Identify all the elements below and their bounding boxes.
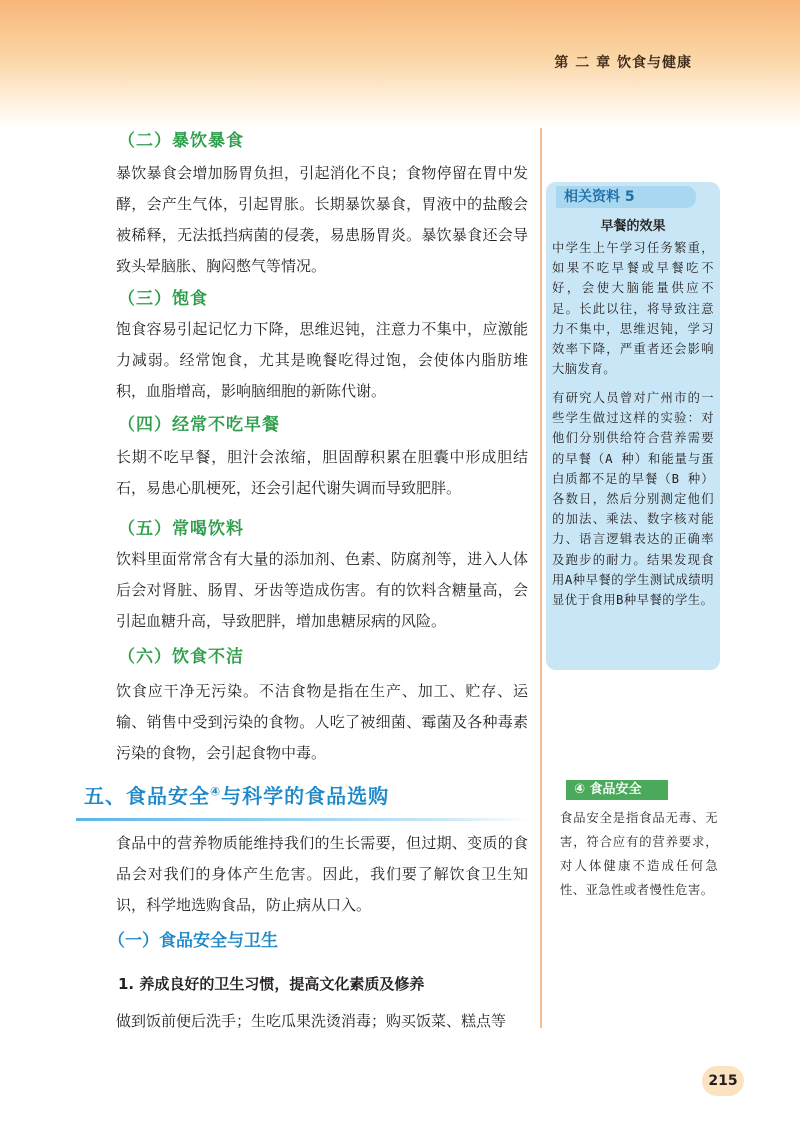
section-title-prefix: 五、食品安全 (84, 784, 210, 808)
item-title: 1. 养成良好的卫生习惯，提高文化素质及修养 (118, 975, 425, 993)
paragraph: 饱食容易引起记忆力下降，思维迟钝，注意力不集中，应激能力减弱。经常饱食，尤其是晚餐吃得过饱，会使体内脂肪堆积，血脂增高，影响脑细胞的新陈代谢。 (116, 320, 528, 400)
paragraph: 做到饭前便后洗手；生吃瓜果洗烫消毒；购买饭菜、糕点等 (116, 1012, 507, 1030)
paragraph: 饮料里面常常含有大量的添加剂、色素、防腐剂等，进入人体后会对肾脏、肠胃、牙齿等造成伤害。有的饮料含糖量高，会引起血糖升高，导致肥胖，增加患糖尿病的风险。 (116, 550, 528, 630)
section-heading-drinks: （五）常喝饮料 (118, 519, 244, 539)
section-body-drinks (116, 544, 528, 637)
sidebar-heading: 早餐的效果 (600, 219, 666, 234)
section-body-unclean (116, 676, 528, 769)
paragraph: 食品中的营养物质能维持我们的生长需要，但过期、变质的食品会对我们的身体产生危害。因此，我们要了解饮食卫生知识，科学地选购食品，防止病从口入。 (116, 834, 528, 914)
sidebar-paragraph-1: 中学生上午学习任务繁重，如果不吃早餐或早餐吃不好，会使大脑能量供应不足。长此以往，将导致注意力不集中，思维迟钝，学习效率下降，严重者还会影响大脑发育。 (552, 241, 714, 377)
section-heading-overeating: （二）暴饮暴食 (118, 131, 244, 151)
sidebar-paragraph-2: 有研究人员曾对广州市的一些学生做过这样的实验：对他们分别供给符合营养需要的早餐（A 种）和能量与蛋白质都不足的早餐（B 种）各数日，然后分别测定他们的加法、乘法、数字核对能力、语言逻辑表达的正确率及跑步的耐力。结果发现食用A种早餐的学生测试成绩明显优于食用B种早餐的学生。 (552, 391, 714, 608)
section-heading-unclean: （六）饮食不洁 (118, 647, 244, 667)
section-title-food-safety (84, 780, 389, 809)
subsection-title: （一）食品安全与卫生 (108, 931, 278, 951)
section-intro (116, 828, 528, 921)
section-heading-skip-breakfast: （四）经常不吃早餐 (118, 415, 280, 435)
note-tag: ④ 食品安全 (566, 780, 668, 800)
section-underline (76, 818, 532, 821)
section-heading-fullness: （三）饱食 (118, 289, 208, 309)
section-body-skip-breakfast (116, 442, 528, 504)
section-body-overeating (116, 158, 528, 282)
section-body-fullness (116, 314, 528, 407)
footnote-marker: ④ (210, 784, 222, 799)
note-text: 食品安全是指食品无毒、无害，符合应有的营养要求，对人体健康不造成任何急性、亚急性或者慢性危害。 (560, 811, 718, 897)
paragraph: 饮食应干净无污染。不洁食物是指在生产、加工、贮存、运输、销售中受到污染的食物。人吃了被细菌、霉菌及各种毒素污染的食物，会引起食物中毒。 (116, 682, 528, 762)
paragraph: 长期不吃早餐，胆汁会浓缩，胆固醇积累在胆囊中形成胆结石，易患心肌梗死，还会引起代谢失调而导致肥胖。 (116, 448, 528, 497)
page-number: 215 (702, 1066, 744, 1096)
section-title-suffix: 与科学的食品选购 (221, 784, 390, 808)
chapter-title: 第 二 章 饮食与健康 (554, 55, 692, 71)
column-divider (540, 128, 542, 1028)
paragraph: 暴饮暴食会增加肠胃负担，引起消化不良；食物停留在胃中发酵，会产生气体，引起胃胀。长期暴饮暴食，胃液中的盐酸会被稀释，无法抵挡病菌的侵袭，易患肠胃炎。暴饮暴食还会导致头晕脑胀、胸闷憋气等情况。 (116, 164, 528, 275)
item-body (116, 1006, 528, 1037)
sidebar-label: 相关资料 5 (556, 186, 696, 208)
